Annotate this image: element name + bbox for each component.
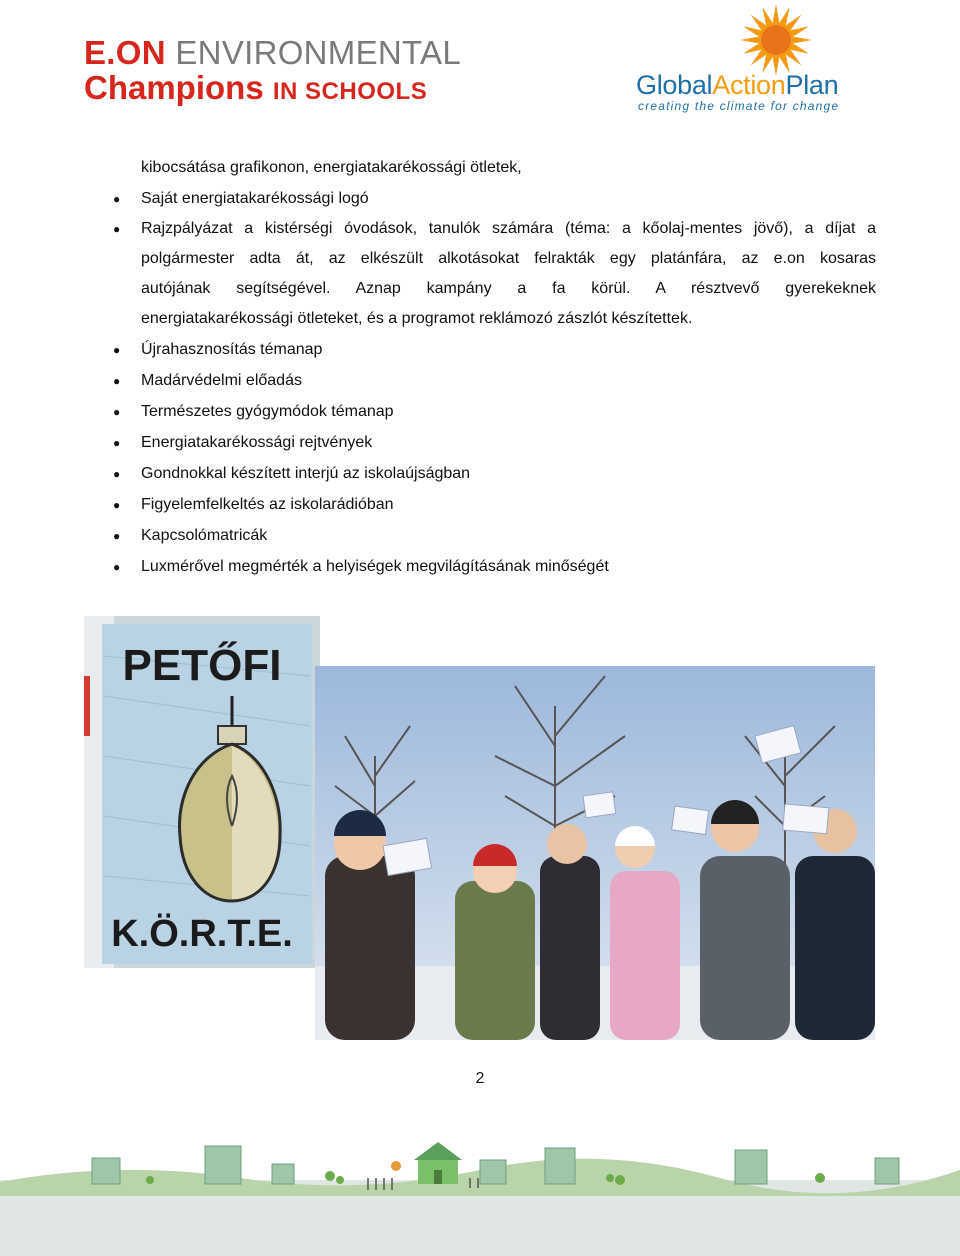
list-item: Természetes gyógymódok témanap (141, 403, 394, 420)
poster-photo (84, 616, 320, 968)
global-action-plan-logo (636, 4, 896, 116)
bullet-icon (113, 397, 120, 427)
bullet-icon (113, 521, 120, 551)
list-item: Madárvédelmi előadás (141, 372, 302, 389)
gap-tagline: creating the climate for change (638, 99, 840, 113)
bullet-icon (113, 184, 120, 214)
page-number: 2 (475, 1070, 485, 1087)
bullet-icon (113, 214, 120, 244)
eon-logo-line1 (84, 36, 484, 70)
children-photo (315, 666, 875, 1040)
gap-word-plan: Plan (785, 70, 839, 100)
footer-illustration (0, 1120, 960, 1256)
list-item: Újrahasznosítás témanap (141, 341, 323, 358)
poster-subtitle: K.Ö.R.T.E. (111, 913, 293, 955)
list-item: Gondnokkal készített interjú az iskolaújságban (141, 465, 471, 482)
gap-title (636, 70, 838, 100)
list-item: Rajzpályázat a kistérségi óvodások, tanulók számára (téma: a kőolaj-mentes jövő), a díjat a (141, 220, 876, 237)
eon-word: E.ON (84, 34, 166, 71)
bullet-icon (113, 490, 120, 520)
list-item-continuation: autójának segítségével. Aznap kampány a fa körül. A résztvevő gyerekeknek (141, 280, 876, 297)
bullet-icon (113, 335, 120, 365)
list-item-continuation: kibocsátása grafikonon, energiatakarékossági ötletek, (141, 159, 522, 176)
bullet-icon (113, 459, 120, 489)
bullet-icon (113, 366, 120, 396)
eon-logo-line2 (84, 70, 484, 110)
in-schools-word: IN SCHOOLS (272, 78, 428, 105)
school-building-icon (414, 1142, 462, 1184)
champions-word: Champions (84, 69, 264, 106)
list-item: Kapcsolómatricák (141, 527, 268, 544)
gap-word-global: Global (636, 70, 713, 100)
list-item: Figyelemfelkeltés az iskolarádióban (141, 496, 394, 513)
list-item: Saját energiatakarékossági logó (141, 190, 369, 207)
poster-title: PETŐFI (122, 641, 282, 690)
list-item-continuation: polgármester adta át, az elkészült alkotásokat felrakták egy platánfára, az e.on kosaras (141, 250, 876, 267)
eon-logo (84, 36, 484, 110)
list-item-continuation: energiatakarékossági ötleteket, és a programot reklámozó zászlót készítettek. (141, 310, 693, 327)
list-item: Energiatakarékossági rejtvények (141, 434, 373, 451)
gap-word-action: Action (712, 70, 786, 100)
sun-icon (740, 4, 812, 76)
list-item: Luxmérővel megmérték a helyiségek megvilágításának minőségét (141, 558, 609, 575)
bullet-icon (113, 428, 120, 458)
environmental-word: ENVIRONMENTAL (175, 34, 462, 71)
bullet-icon (113, 552, 120, 582)
